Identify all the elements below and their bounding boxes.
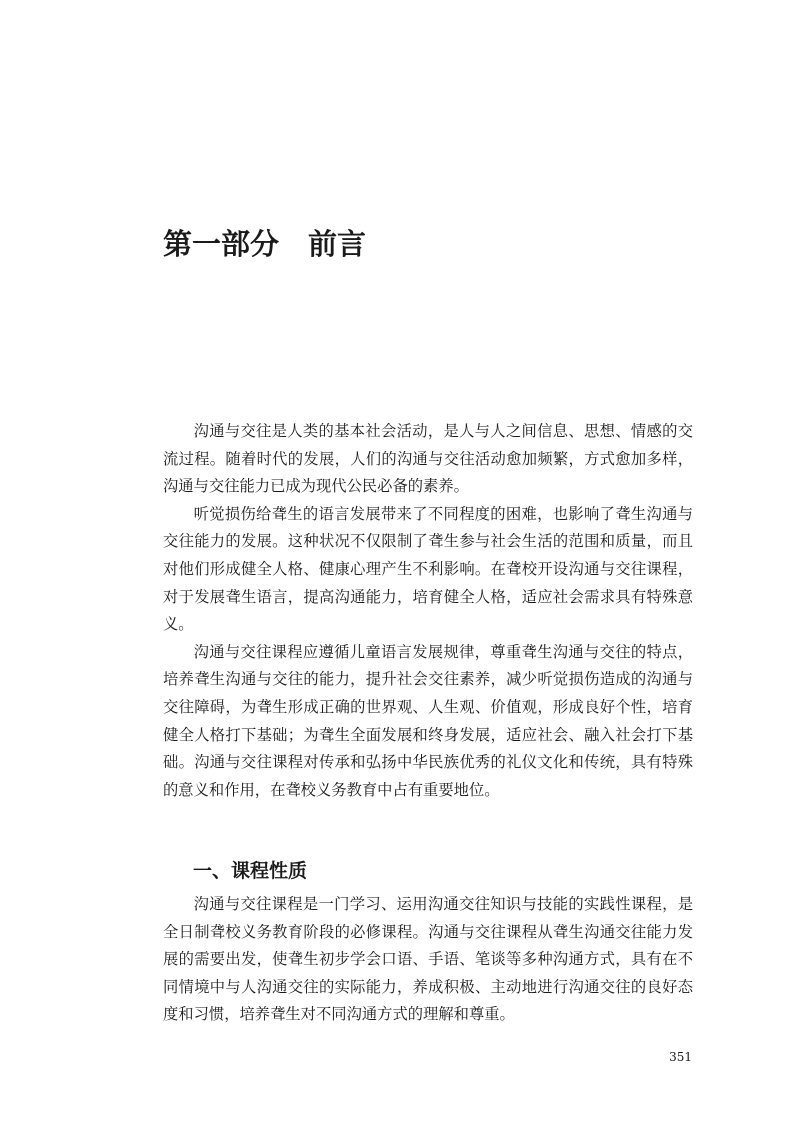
section-paragraph: 沟通与交往课程是一门学习、运用沟通交往知识与技能的实践性课程，是全日制聋校义务教育阶段的必修课程。沟通与交往课程从聋生沟通交往能力发展的需要出发，使聋生初步学会口语、手语、笔谈等多种沟通方式，具有在不同情境中与人沟通交往的实际能力，养成积极、主动地进行沟通交往的良好态度和习惯，培养聋生对不同沟通方式的理解和尊重。	[163, 895, 693, 1024]
page-number: 351	[669, 1050, 692, 1064]
intro-section	[163, 418, 693, 804]
part-title: 第一部分 前言	[163, 227, 367, 261]
intro-paragraph: 沟通与交往课程应遵循儿童语言发展规律，尊重聋生沟通与交往的特点，培养聋生沟通与交往的能力，提升社会交往素养，减少听觉损伤造成的沟通与交往障碍，为聋生形成正确的世界观、人生观、价值观，形成良好个性，培育健全人格打下基础；为聋生全面发展和终身发展，适应社会、融入社会打下基础。沟通与交往课程对传承和弘扬中华民族优秀的礼仪文化和传统，具有特殊的意义和作用，在聋校义务教育中占有重要地位。	[163, 642, 693, 799]
section-heading: 一、课程性质	[193, 860, 308, 882]
intro-paragraph: 听觉损伤给聋生的语言发展带来了不同程度的困难，也影响了聋生沟通与交往能力的发展。这种状况不仅限制了聋生参与社会生活的范围和质量，而且对他们形成健全人格、健康心理产生不利影响。在聋校开设沟通与交往课程，对于发展聋生语言，提高沟通能力，培育健全人格，适应社会需求具有特殊意义。	[163, 504, 693, 634]
intro-paragraph: 沟通与交往是人类的基本社会活动，是人与人之间信息、思想、情感的交流过程。随着时代的发展，人们的沟通与交往活动愈加频繁，方式愈加多样，沟通与交往能力已成为现代公民必备的素养。	[163, 422, 693, 496]
